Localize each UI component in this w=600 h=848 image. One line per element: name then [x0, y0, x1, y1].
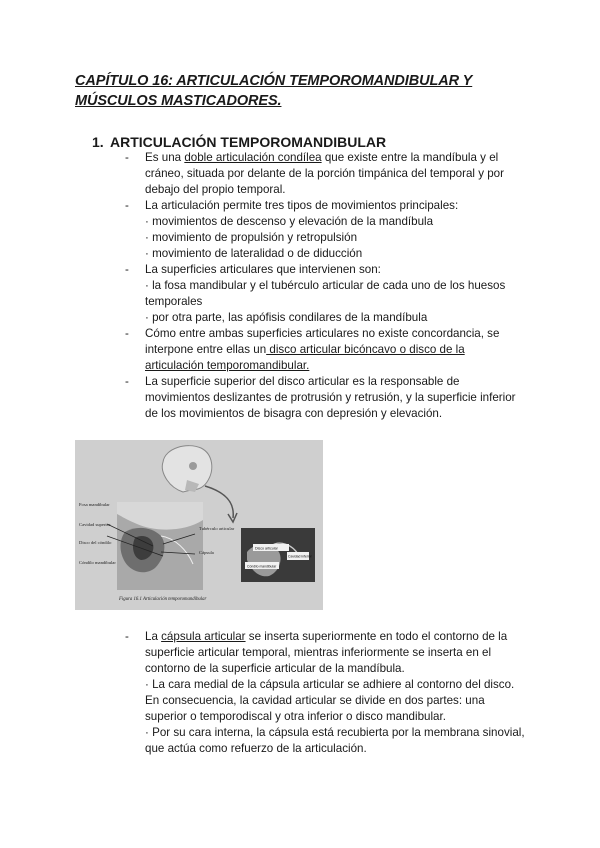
item-text: se inserta superiormente en todo el contorno de la superficie articular temporal, mientras inferiormente se inserta en el contorno de la superficie articular de la mandíbula. [145, 630, 508, 675]
section-heading [92, 134, 386, 150]
bullet-dash: - [125, 630, 129, 643]
tmj-illustration [75, 440, 323, 610]
label-disco-condilo: Disco del cóndilo [79, 540, 112, 545]
sub-item: · movimiento de propulsión y retropulsión [145, 231, 358, 244]
item-text: La superficies articulares que intervienen son: [145, 263, 381, 276]
item-text: La [145, 630, 162, 643]
bullet-dash: - [125, 375, 129, 388]
bullet-dash: - [125, 199, 129, 212]
joint-section-left [107, 502, 203, 590]
sub-item: · la fosa mandibular y el tubérculo articular de cada uno de los huesos temporales [145, 279, 506, 308]
anatomy-figure [75, 440, 323, 610]
item-underlined-text: doble articulación condílea [184, 151, 322, 164]
list-item [125, 198, 525, 262]
item-text: Cómo entre ambas superficies articulares no existe concordancia, se interpone entre ellas un [145, 327, 500, 356]
sub-item: · La cara medial de la cápsula articular se adhiere al contorno del disco. En consecuencia, la cavidad articular se divide en dos partes: una superior o temporodiscal y otra inferior o disco mandibular. [145, 678, 515, 723]
bullet-list-top [125, 150, 525, 422]
chapter-title-line-2: MÚSCULOS MASTICADORES. [75, 93, 282, 109]
section-heading-text: ARTICULACIÓN TEMPOROMANDIBULAR [110, 134, 387, 150]
item-text: La articulación permite tres tipos de movimientos principales: [145, 199, 459, 212]
list-item [125, 150, 525, 198]
bullet-dash: - [125, 327, 129, 340]
item-underlined-text: disco articular bicóncavo o disco de la articulación temporomandibular. [145, 343, 465, 372]
figure-caption: Figura 16.1 Articulación temporomandibular [119, 597, 207, 602]
chapter-title [75, 71, 535, 111]
list-item [125, 326, 525, 374]
list-item [125, 262, 525, 326]
chapter-title-line-1: CAPÍTULO 16: ARTICULACIÓN TEMPOROMANDIBULAR Y [75, 73, 473, 89]
bullet-dash: - [125, 263, 129, 276]
label-cavidad-superior: Cavidad superior [79, 522, 111, 527]
bullet-dash: - [125, 151, 129, 164]
label-tuberculo-articular: Tubérculo articular [199, 526, 235, 531]
list-item [125, 629, 525, 757]
sub-item: · por otra parte, las apófisis condilares de la mandíbula [145, 311, 428, 324]
list-item [125, 374, 525, 422]
sub-item: · movimiento de lateralidad o de diducción [145, 247, 363, 260]
sub-item: · movimientos de descenso y elevación de la mandíbula [145, 215, 434, 228]
item-text: La superficie superior del disco articular es la responsable de movimientos deslizantes de protrusión y retrusión, y la superficie inferior de los movimientos de bisagra con depresión y elevación. [145, 375, 516, 420]
item-text: Es una [145, 151, 185, 164]
sub-item: · Por su cara interna, la cápsula está recubierta por la membrana sinovial, que actúa como refuerzo de la articulación. [145, 726, 525, 755]
label-capsula: Cápsula [199, 550, 214, 555]
label-condilo-mandibular-right: Cóndilo mandibular [247, 564, 277, 569]
item-underlined-text: cápsula articular [161, 630, 246, 643]
bullet-list-bottom [125, 629, 525, 757]
label-cavidad-inferior: Cavidad inferior [288, 554, 312, 559]
label-condilo-mandibular-left: Cóndilo mandibular [79, 560, 116, 565]
section-number: 1. [92, 134, 104, 150]
label-disco-articular: Disco articular [255, 546, 278, 551]
label-fosa-mandibular: Fosa mandibular [79, 502, 110, 507]
item-text: que existe entre la mandíbula y el cráneo, situada por delante de la porción timpánica del temporal y por debajo del propio temporal. [145, 151, 504, 196]
